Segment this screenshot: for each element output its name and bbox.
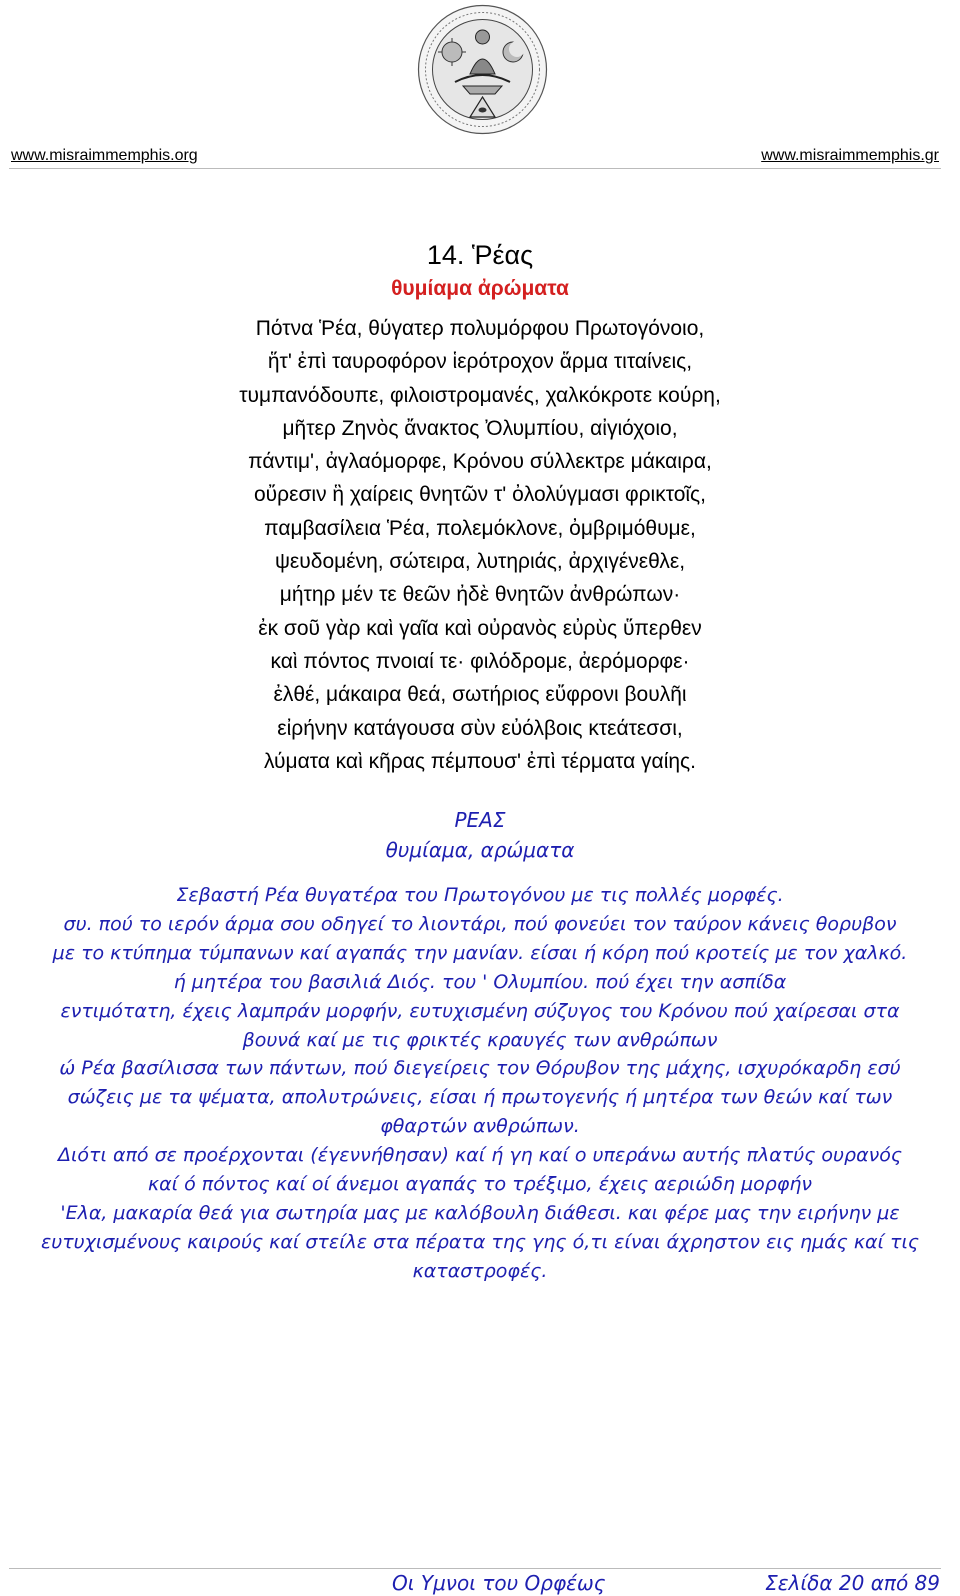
translation-title: ΡΕΑΣ <box>454 808 506 832</box>
translation-line: συ. πού το ιερόν άρμα σου οδηγεί το λιοντάρι, πού φονεύει τον ταύρον κάνεις θορυβον <box>63 912 897 935</box>
greek-poem <box>0 312 960 778</box>
translation-line: ευτυχισμένους καιρούς καί στείλε στα πέρατα της γης ό,τι είναι άχρηστον εις ημάς καί τις <box>40 1230 920 1253</box>
translation-line: σώζεις με τα ψέματα, απολυτρώνεις, είσαι ή πρωτογενής ή μητέρα των θεών καί των <box>67 1086 893 1109</box>
footer-page-number: Σελίδα 20 από 89 <box>765 1571 940 1595</box>
poem-line: εἰρήνην κατάγουσα σὺν εὐόλβοις κτεάτεσσι, <box>277 716 683 740</box>
poem-line: ψευδομένη, σώτειρα, λυτηριάς, ἀρχιγένεθλε, <box>274 550 686 574</box>
footer-book-title: Οι Υμνοι του Ορφέως <box>392 1571 606 1595</box>
translation-line: 'Ελα, μακαρία θεά για σωτηρία μας με καλόβουλη διάθεσι. και φέρε μας την ειρήνην με <box>60 1201 900 1224</box>
poem-line: ἐκ σοῦ γὰρ καὶ γαῖα καὶ οὐρανὸς εὐρὺς ὕπερθεν <box>258 616 702 640</box>
translation-line: ώ Ρέα βασίλισσα των πάντων, πού διεγείρεις τον Θόρυβον της μάχης, ισχυρόκαρδη εσύ <box>59 1057 901 1080</box>
poem-line: πάντιμ', ἀγλαόμορφε, Κρόνου σύλλεκτρε μάκαιρα, <box>248 450 712 474</box>
poem-line: μῆτερ Ζηνὸς ἄνακτος Ὀλυμπίου, αἰγιόχοιο, <box>282 416 678 440</box>
poem-line: Πότνα Ῥέα, θύγατερ πολυμόρφου Πρωτογόνοιο, <box>255 317 705 340</box>
website-link-gr[interactable]: www.misraimmemphis.gr <box>761 147 939 164</box>
translation-line: εντιμότατη, έχεις λαμπράν μορφήν, ευτυχισμένη σύζυγος του Κρόνου πού χαίρεσαι στα <box>60 999 900 1022</box>
translation-line: φθαρτών ανθρώπων. <box>380 1115 580 1138</box>
translation-line: ή μητέρα του βασιλιά Διός. του ' Ολυμπίου. πού έχει την ασπίδα <box>173 970 787 993</box>
translation-subtitle: θυμίαμα, αρώματα <box>385 838 575 862</box>
poem-line: παμβασίλεια Ῥέα, πολεμόκλονε, ὀμβριμόθυμε, <box>264 516 696 540</box>
poem-line: λύματα καὶ κῆρας πέμπουσ' ἐπὶ τέρματα γαίης. <box>263 749 697 773</box>
hymn-title: 14. Ῥέας <box>426 240 534 270</box>
poem-line: ἐλθέ, μάκαιρα θεά, σωτήριος εὔφρονι βουλῆι <box>273 683 687 707</box>
header-divider <box>9 168 941 169</box>
modern-greek-translation <box>6 881 954 1286</box>
poem-line: μήτηρ μέν τε θεῶν ἠδὲ θνητῶν ἀνθρώπων· <box>279 583 681 607</box>
website-link-org[interactable]: www.misraimmemphis.org <box>11 147 198 164</box>
translation-line: Διότι από σε προέρχονται (έγεννήθησαν) καί ή γη καί ο υπεράνω αυτής πλατύς ουρανός <box>58 1144 902 1167</box>
translation-line: με το κτύπημα τύμπανων καί αγαπάς την μανίαν. είσαι ή κόρη πού κροτείς με τον χαλκό. <box>52 941 908 964</box>
masonic-emblem-logo <box>415 2 550 137</box>
poem-line: οὔρεσιν ἣ χαίρεις θνητῶν τ' ὀλολύγμασι φρικτοῖς, <box>253 483 706 507</box>
hymn-subtitle: θυμίαμα ἀρώματα <box>391 277 569 300</box>
poem-line: καὶ πόντος πνοιαί τε· φιλόδρομε, ἀερόμορφε· <box>270 649 690 673</box>
poem-line: τυμπανόδουπε, φιλοιστρομανές, χαλκόκροτε κούρη, <box>239 383 721 407</box>
poem-line: ἥτ' ἐπὶ ταυροφόρον ἱερότροχον ἅρμα τιταίνεις, <box>267 350 693 374</box>
translation-line: βουνά καί με τις φρικτές κραυγές των ανθρώπων <box>242 1028 718 1051</box>
footer-divider <box>9 1568 941 1569</box>
translation-line: καί ό πόντος καί οί άνεμοι αγαπάς το τρέξιμο, έχεις αεριώδη μορφήν <box>147 1173 813 1196</box>
translation-line: Σεβαστή Ρέα θυγατέρα του Πρωτογόνου με τις πολλές μορφές. <box>176 884 784 906</box>
translation-line: καταστροφές. <box>412 1259 548 1282</box>
